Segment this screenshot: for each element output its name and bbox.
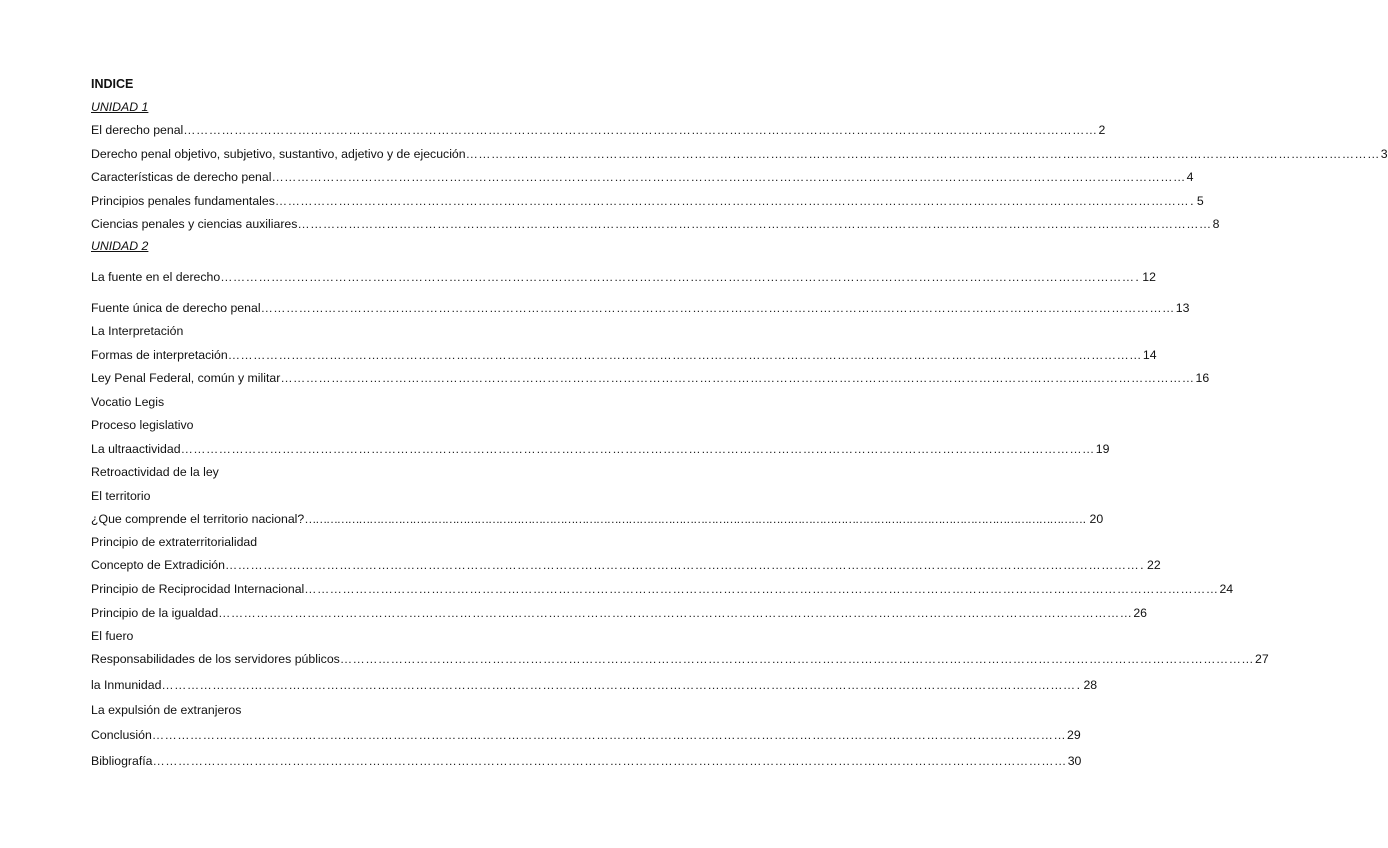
toc-entry: [91, 215, 1220, 233]
toc-entry-title: Bibliografía: [91, 754, 153, 768]
toc-entry-page: 2: [1098, 123, 1106, 137]
toc-entry: [91, 556, 1161, 574]
dot-leader: ………………………………………………………………………………………………………………………………………………………………………………………………: [465, 147, 1380, 161]
toc-entry-page: . 22: [1140, 558, 1161, 572]
toc-entry-title: Fuente única de derecho penal: [91, 301, 261, 315]
unit-1-heading: UNIDAD 1: [91, 100, 149, 114]
dot-leader: ………………………………………………………………………………………………………………………………………………………………………………………………: [180, 442, 1095, 456]
toc-entry: [91, 268, 1156, 286]
dot-leader: ………………………………………………………………………………………………………………………………………………………………………………………………: [280, 371, 1195, 385]
toc-heading: Principio de extraterritorialidad: [91, 535, 258, 549]
toc-entry-title: Derecho penal objetivo, subjetivo, sustantivo, adjetivo y de ejecución: [91, 147, 466, 161]
toc-entry-title: Principios penales fundamentales: [91, 194, 275, 208]
dot-leader: ………………………………………………………………………………………………………………………………………………………………………………………………: [161, 678, 1076, 692]
toc-entry-title: Responsabilidades de los servidores públicos: [91, 652, 340, 666]
toc-entry: [91, 580, 1234, 598]
toc-entry: [91, 650, 1269, 668]
toc-entry-title: ¿Que comprende el territorio nacional?: [91, 512, 305, 526]
toc-entry: [91, 604, 1148, 622]
dot-leader: ………………………………………………………………………………………………………………………………………………………………………………………………: [152, 754, 1067, 768]
toc-entry-page: . 20: [1082, 512, 1104, 526]
toc-entry: [91, 369, 1210, 387]
dot-leader: ………………………………………………………………………………………………………………………………………………………………………………………………: [218, 606, 1133, 620]
toc-entry-title: Formas de interpretación: [91, 348, 228, 362]
toc-entry-page: 16: [1195, 371, 1210, 385]
toc-entry-title: Características de derecho penal: [91, 170, 272, 184]
toc-entry-page: 27: [1255, 652, 1269, 666]
dot-leader: ………………………………………………………………………………………………………………………………………………………………………………………………: [227, 348, 1142, 362]
dot-leader: ………………………………………………………………………………………………………………………………………………………………………………………………: [274, 194, 1190, 208]
toc-entry: [91, 726, 1081, 744]
toc-entry-page: 24: [1219, 582, 1234, 596]
toc-entry-page: 26: [1133, 606, 1148, 620]
dot-leader: ………………………………………………………………………………………………………………………………………………………………………………………………: [151, 728, 1067, 742]
toc-entry-title: La ultraactividad: [91, 442, 181, 456]
toc-heading: La Interpretación: [91, 324, 184, 338]
toc-entry-page: 19: [1095, 442, 1110, 456]
toc-heading: El territorio: [91, 489, 151, 503]
dot-leader: ………………………………………………………………………………………………………………………………………………………………………………………………: [260, 301, 1175, 315]
toc-heading: Proceso legislativo: [91, 418, 194, 432]
dot-leader: ………………………………………………………………………………………………………………………………………………………………………………………………: [224, 558, 1140, 572]
index-heading: INDICE: [91, 77, 134, 91]
toc-entry-title: Ley Penal Federal, común y militar: [91, 371, 281, 385]
dot-leader: ………………………………………………………………………………………………………………………………………………………………………………………………: [304, 582, 1219, 596]
toc-entry-page: 4: [1186, 170, 1194, 184]
toc-entry: [91, 299, 1190, 317]
dot-leader: ………………………………………………………………………………………………………………………………………………………………………………………………: [183, 123, 1098, 137]
toc-entry-title: Principio de la igualdad: [91, 606, 219, 620]
toc-entry: [91, 752, 1082, 770]
toc-heading: La expulsión de extranjeros: [91, 703, 242, 717]
toc-entry-title: Principio de Reciprocidad Internacional: [91, 582, 305, 596]
toc-entry-title: Conclusión: [91, 728, 152, 742]
toc-entry-page: 13: [1175, 301, 1190, 315]
toc-entry-title: la Inmunidad: [91, 678, 162, 692]
dot-leader: ………………………………………………………………………………………………………………………………………………………………………………………………: [220, 270, 1135, 284]
toc-entry: [91, 510, 1104, 528]
toc-entry-page: 30: [1067, 754, 1082, 768]
toc-entry-title: El derecho penal: [91, 123, 184, 137]
toc-entry: [91, 676, 1098, 694]
toc-entry: [91, 168, 1194, 186]
toc-entry-title: Ciencias penales y ciencias auxiliares: [91, 217, 298, 231]
toc-entry: [91, 121, 1106, 139]
unit-2-heading: UNIDAD 2: [91, 239, 149, 253]
dot-leader: ………………………………………………………………………………………………………………………………………………………………………………………………: [271, 170, 1186, 184]
toc-entry-title: Concepto de Extradición: [91, 558, 225, 572]
toc-entry: [91, 346, 1157, 364]
toc-heading: Vocatio Legis: [91, 395, 165, 409]
toc-entry-page: 8: [1212, 217, 1220, 231]
toc-entry-page: . 12: [1135, 270, 1156, 284]
toc-entry: [91, 192, 1204, 210]
toc-entry: [91, 440, 1110, 458]
toc-entry-page: 29: [1067, 728, 1081, 742]
toc-entry-title: La fuente en el derecho: [91, 270, 221, 284]
toc-entry-page: 14: [1142, 348, 1157, 362]
toc-entry-page: 3: [1380, 147, 1388, 161]
dot-leader: ………………………………………………………………………………………………………………………………………………………………………………………………: [304, 512, 1082, 526]
toc-heading: El fuero: [91, 629, 134, 643]
toc-heading: Retroactividad de la ley: [91, 465, 219, 479]
dot-leader: ………………………………………………………………………………………………………………………………………………………………………………………………: [339, 652, 1255, 666]
dot-leader: ………………………………………………………………………………………………………………………………………………………………………………………………: [297, 217, 1212, 231]
toc-entry-page: . 28: [1076, 678, 1098, 692]
toc-entry-page: . 5: [1190, 194, 1204, 208]
toc-entry: [91, 145, 1388, 163]
